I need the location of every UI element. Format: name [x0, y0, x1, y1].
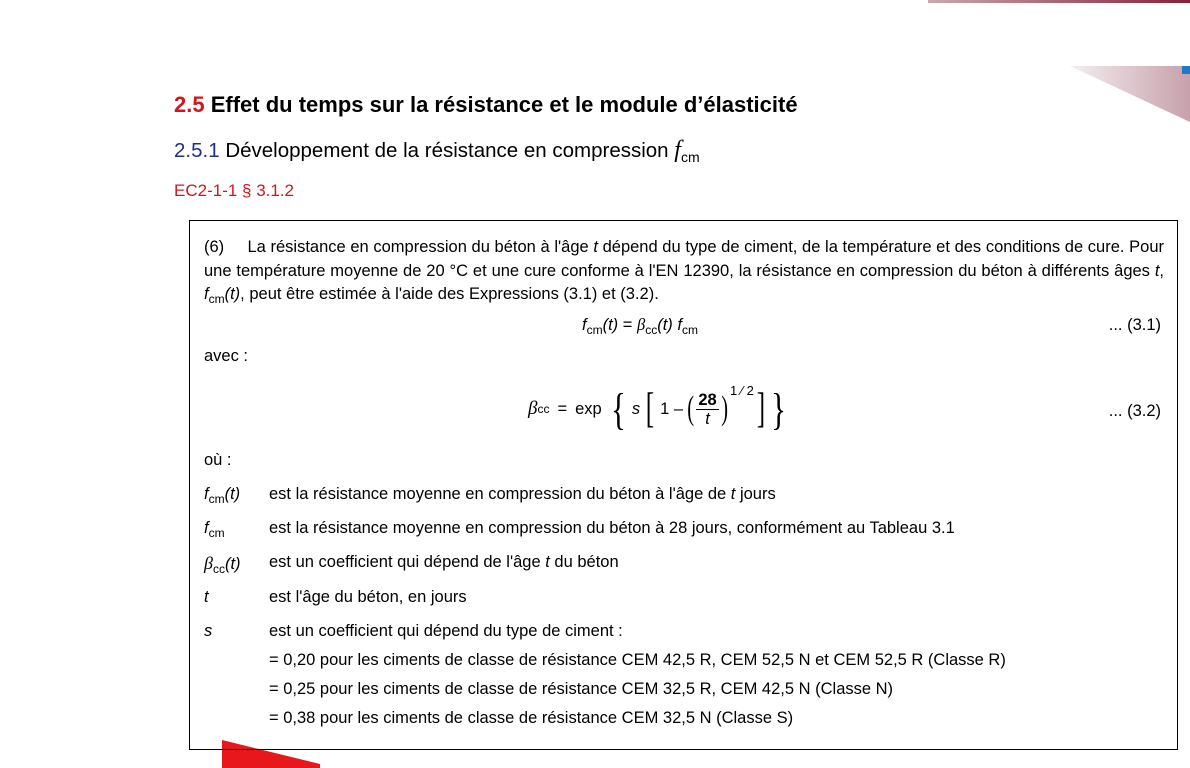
def2-sub: cc: [212, 562, 225, 576]
eq1-equals: =: [618, 316, 637, 334]
clause-number: (6): [204, 238, 225, 256]
def-text-s: est un coefficient qui dépend du type de ciment :: [269, 622, 623, 640]
def-symbol-s: [204, 622, 212, 641]
def0-sym: f: [204, 485, 209, 503]
subsection-number: 2.5.1: [174, 139, 220, 162]
avec-label: avec :: [204, 347, 249, 365]
eq2-brace-open: {: [610, 384, 626, 434]
section-title: Effet du temps sur la résistance et le module d’élasticité: [210, 92, 798, 117]
def-text-fcm: est la résistance moyenne en compression du béton à 28 jours, conformément au Tableau 3.1: [269, 519, 955, 537]
def1-sym: f: [204, 519, 209, 537]
subsection-heading: [174, 137, 700, 165]
def3-sym: t: [204, 588, 209, 606]
subsection-title: Développement de la résistance en compression: [225, 139, 669, 162]
eq1-arg: (t): [602, 316, 619, 334]
equation-3-1: [582, 315, 698, 337]
eq2-bracket-close: ]: [756, 386, 766, 432]
def0-post: jours: [735, 485, 776, 503]
para-fsub: cm: [208, 292, 225, 306]
eq1-rhs-sub: cm: [681, 323, 698, 337]
def4-sym: s: [204, 622, 213, 640]
ou-label: où :: [204, 451, 232, 469]
eq2-s: s: [631, 399, 641, 418]
equation-3-1-number: ... (3.1): [1108, 316, 1161, 334]
eq2-exp: exp: [575, 399, 602, 418]
def-symbol-t: [204, 588, 209, 607]
eq2-paren-open: (: [687, 390, 695, 427]
eq2-equals: =: [557, 399, 568, 418]
para-text-3: ,: [1159, 261, 1164, 280]
para-t2: t: [1154, 261, 1160, 280]
s-value-class-n: = 0,25 pour les ciments de classe de résistance CEM 32,5 R, CEM 42,5 N (Classe N): [269, 680, 894, 698]
eq2-power: 1 ⁄ 2: [730, 383, 754, 398]
def0-it: t: [730, 485, 736, 503]
def-text-beta: [269, 553, 619, 572]
def0-arg: (t): [224, 485, 241, 503]
subsection-symbol: f: [674, 137, 681, 163]
def2-arg: (t): [224, 555, 241, 573]
eq2-fraction: [696, 391, 718, 428]
para-f: f: [204, 285, 209, 303]
eq2-denominator: t: [705, 409, 710, 428]
s-value-class-s: = 0,38 pour les ciments de classe de résistance CEM 32,5 N (Classe S): [269, 709, 794, 727]
para-text-1: La résistance en compression du béton à l'âge: [247, 238, 594, 256]
eq1-f: f: [582, 316, 587, 334]
eq2-bracket-open: [: [645, 386, 655, 432]
subsection-symbol-sub: cm: [680, 149, 700, 165]
def2-sym: β: [204, 553, 213, 573]
def-text-t: est l'âge du béton, en jours: [269, 588, 467, 606]
eq2-paren-close: ): [720, 390, 728, 427]
eq2-beta-sub: cc: [537, 402, 550, 416]
para-text-4: , peut être estimée à l'aide des Expressions (3.1) et (3.2).: [240, 285, 659, 303]
def1-sub: cm: [208, 526, 225, 540]
corner-decoration-triangle: [1070, 66, 1190, 122]
def-symbol-fcm-t: [204, 485, 240, 506]
corner-blue-square: [1182, 66, 1190, 74]
eq1-rhs-f: f: [672, 316, 682, 334]
def-text-fcm-t: [269, 485, 776, 504]
eq2-brace-close: }: [771, 384, 786, 434]
def-symbol-beta: [204, 553, 241, 576]
eq2-numerator: 28: [698, 390, 717, 409]
s-value-class-r: = 0,20 pour les ciments de classe de résistance CEM 42,5 R, CEM 52,5 N et CEM 52,5 R (Classe R): [269, 651, 1006, 669]
clause-paragraph: [204, 236, 1164, 312]
def2-post: du béton: [549, 553, 619, 571]
para-text-2: dépend du type de ciment, de la température et des conditions de cure. Pour une température moyenne de 20 °C et une cure conforme à l'EN 12390, la résistance en compression du béton à différents âges: [204, 238, 1164, 280]
eq1-beta: β: [636, 315, 646, 334]
eq1-beta-arg: (t): [657, 316, 673, 334]
para-t: t: [593, 238, 598, 256]
section-heading: [174, 92, 798, 118]
def2-it: t: [545, 553, 550, 571]
eq1-beta-sub: cc: [645, 323, 658, 337]
def-symbol-fcm: [204, 519, 225, 540]
equation-3-2-number: ... (3.2): [1108, 402, 1161, 420]
eq2-beta: β: [528, 398, 538, 419]
section-number: 2.5: [174, 92, 205, 117]
def0-pre: est la résistance moyenne en compression du béton à l'âge de: [269, 485, 731, 503]
def0-sub: cm: [208, 492, 225, 506]
eurocode-excerpt-box: [189, 220, 1178, 750]
eq2-one-minus: 1 –: [660, 399, 684, 418]
eq1-fsub: cm: [586, 323, 603, 337]
code-reference: EC2-1-1 § 3.1.2: [174, 181, 295, 200]
def2-pre: est un coefficient qui dépend de l'âge: [269, 553, 546, 571]
equation-3-2: [528, 379, 789, 439]
para-targ: (t): [224, 285, 241, 303]
top-accent-line: [928, 0, 1190, 3]
